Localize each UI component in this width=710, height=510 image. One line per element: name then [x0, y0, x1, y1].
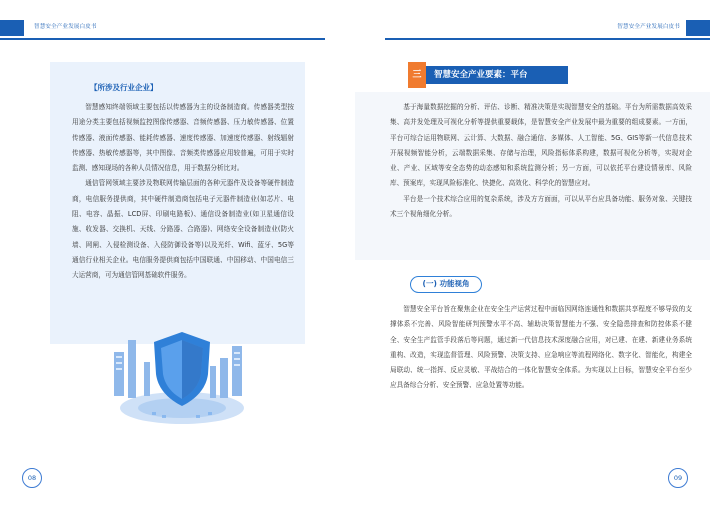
paragraph: 智慧安全平台旨在聚焦企业在安全生产运营过程中面临因网络连通性和数据共享程度不够导致的支撑体系不完善、风险智能研判预警水平不高、辅助决策智慧能力不强、安全隐患排查和防控体系不健全、安全生产监管手段落后等问题，通过新一代信息技术深度融合应用，对已建、在建、新建业务系统重构、改造，实现监督管理、风险预警、决策支持、应急响应等流程网络化、数字化、智能化，构建全局联动、统一指挥、反应灵敏、平战结合的一体化智慧安全体系。为实现以上目标，智慧安全平台至少应具备综合分析、安全预警、应急处置等功能。: [390, 305, 692, 390]
header-tab: [686, 20, 710, 36]
right-page: [355, 0, 710, 510]
section-label: 【所涉及行业企业】: [90, 83, 158, 92]
header-tab: [0, 20, 24, 36]
function-body-text: [390, 302, 692, 394]
paragraph: 智慧感知终端领域主要包括以传感器为主的设备制造商。传感器类型按用途分类主要包括视频监控图像传感器、音频传感器、压力敏传感器、位置传感器、液面传感器、能耗传感器、速度传感器、加速度传感器、射线辐射传感器、热敏传感器等，其中图像、音频类传感器应用较普遍，可用于实时监测、感知现场的各种人员情况信息，用于数据分析比对。: [72, 103, 294, 173]
paragraph: 通信管网领域主要涉及物联网传输层面的各种元器件及设备等硬件制造商，电信服务提供商，其中硬件制造商包括电子元器件制造业(如芯片、电阻、电容、晶振、LCD屏、印刷电路板)、通信设备制造业(如卫星通信设施、收发器、交换机、天线、分路器、合路器)、网络安全设备制造业(防火墙、网闸、入侵检测设备、入侵防御设备等)以及光纤、Wifi、蓝牙、5G等通信行业相关企业。电信服务提供商包括中国联通、中国移动、中国电信三大运营商，可为通信管网基础软件服务。: [72, 179, 294, 280]
section-title: 智慧安全产业要素：平台: [426, 66, 568, 84]
subsection-title: (一) 功能视角: [410, 276, 482, 293]
security-shield-illustration: [92, 322, 272, 430]
page-number: 08: [22, 468, 42, 488]
running-header: 智慧安全产业发展白皮书: [34, 24, 97, 30]
intro-body-text: [390, 100, 692, 222]
paragraph: 平台是一个技术综合应用的复杂系统，涉及方方面面，可以从平台应具备功能、服务对象、关键技术三个视角细化分析。: [390, 194, 692, 219]
paragraph: 基于海量数据挖掘的分析、评估、诊断、精准决策是实现智慧安全的基础。平台为所需数据高效采集、高并发处理及可视化分析等提供重要载体，是智慧安全产业发展中最为重要的组成要素。一方面，平台可综合运用物联网、云计算、大数据、融合通信、多媒体、人工智能、5G、GIS等新一代信息技术开展视频智能分析，云端数据采集、存储与治理，风险指标体系构建，数据可视化分析等，实现对企业、产业、区域等安全态势的动态感知和系统监测分析；另一方面，可以依托平台建设情景库、风险库、预案库，实现风险标准化、快捷化、高效化、科学化的智慧应对。: [390, 103, 692, 188]
running-header: 智慧安全产业发展白皮书: [617, 24, 680, 30]
page-number: 09: [668, 468, 688, 488]
left-body-text: [72, 100, 294, 284]
section-number: 三: [408, 62, 426, 88]
